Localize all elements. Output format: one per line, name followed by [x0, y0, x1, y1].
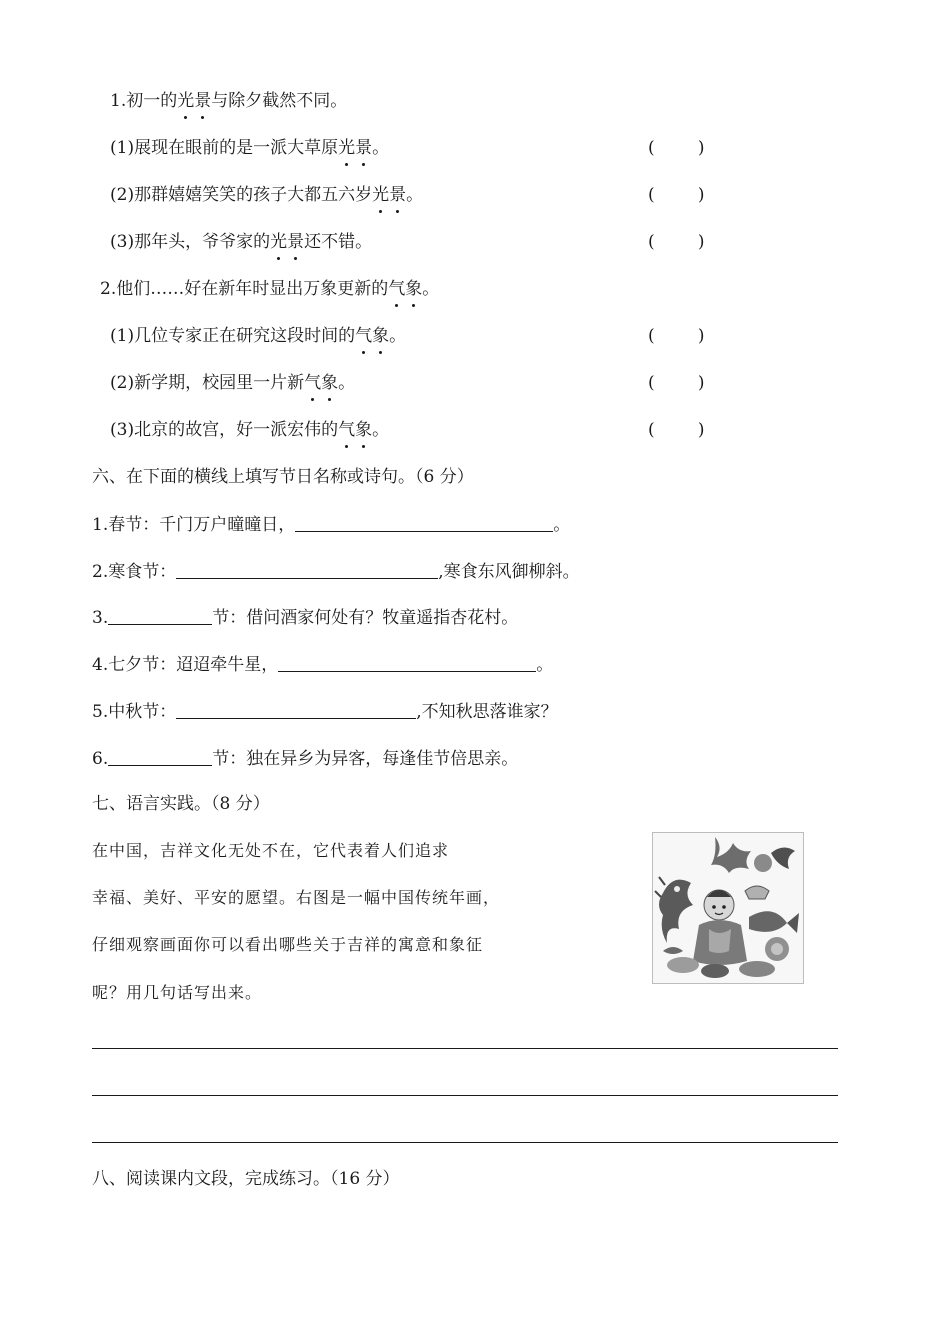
key-char: 象	[321, 373, 339, 393]
answer-paren[interactable]: ( )	[648, 420, 705, 440]
fill-item-5: 5.中秋节： ,不知秋思落谁家？	[92, 702, 558, 722]
fill-item-2: 2.寒食节： ,寒食东风御柳斜。	[92, 562, 580, 582]
key-char: 气	[304, 373, 322, 393]
q1-stem: 1.初一的光景与除夕截然不同。	[110, 91, 348, 111]
answer-line-2[interactable]	[92, 1095, 838, 1096]
section-6-heading: 六、在下面的横线上填写节日名称或诗句。（6 分）	[92, 467, 474, 487]
key-char: 象	[355, 420, 373, 440]
new-year-painting-icon	[652, 832, 804, 984]
key-char: 气	[355, 326, 373, 346]
q2-stem-key-char-2: 象	[405, 279, 423, 299]
q2-stem: 2.他们……好在新年时显出万象更新的气象。	[100, 279, 440, 299]
answer-blank[interactable]	[176, 560, 438, 579]
key-char: 象	[372, 326, 390, 346]
q2-item-2: (2)新学期，校园里一片新气象。	[110, 373, 356, 393]
key-char: 光	[270, 232, 288, 252]
section-7-heading: 七、语言实践。（8 分）	[92, 794, 270, 814]
section-8-heading: 八、阅读课内文段，完成练习。（16 分）	[92, 1169, 400, 1189]
fill-item-1: 1.春节：千门万户曈曈日， 。	[92, 515, 571, 535]
answer-paren[interactable]: ( )	[648, 232, 705, 252]
prompt-line-2: 幸福、美好、平安的愿望。右图是一幅中国传统年画，	[92, 888, 501, 907]
q1-item-1: (1)展现在眼前的是一派大草原光景。	[110, 138, 390, 158]
q2-item-3: (3)北京的故宫，好一派宏伟的气象。	[110, 420, 390, 440]
key-char: 景	[287, 232, 305, 252]
answer-paren[interactable]: ( )	[648, 138, 705, 158]
answer-blank[interactable]	[108, 606, 212, 625]
key-char: 光	[372, 185, 390, 205]
q1-item-3: (3)那年头，爷爷家的光景还不错。	[110, 232, 373, 252]
answer-blank[interactable]	[278, 653, 536, 672]
answer-blank[interactable]	[176, 700, 416, 719]
answer-line-1[interactable]	[92, 1048, 838, 1049]
answer-line-3[interactable]	[92, 1142, 838, 1143]
q1-stem-key-char-1: 光	[177, 91, 195, 111]
key-char: 景	[389, 185, 407, 205]
key-char: 景	[355, 138, 373, 158]
answer-paren[interactable]: ( )	[648, 185, 705, 205]
prompt-line-3: 仔细观察画面你可以看出哪些关于吉祥的寓意和象征	[92, 935, 484, 954]
answer-blank[interactable]	[108, 747, 212, 766]
answer-blank[interactable]	[295, 513, 553, 532]
new-year-painting-illustration	[653, 833, 803, 983]
q2-stem-key-char-1: 气	[388, 279, 406, 299]
q1-item-2: (2)那群嬉嬉笑笑的孩子大都五六岁光景。	[110, 185, 424, 205]
answer-paren[interactable]: ( )	[648, 373, 705, 393]
fill-item-6: 6. 节：独在异乡为异客，每逢佳节倍思亲。	[92, 749, 519, 769]
key-char: 光	[338, 138, 356, 158]
fill-item-4: 4.七夕节：迢迢牵牛星， 。	[92, 655, 554, 675]
prompt-line-4: 呢？用几句话写出来。	[92, 983, 263, 1002]
q1-stem-key-char-2: 景	[194, 91, 212, 111]
prompt-line-1: 在中国，吉祥文化无处不在，它代表着人们追求	[92, 841, 450, 860]
answer-paren[interactable]: ( )	[648, 326, 705, 346]
fill-item-3: 3. 节：借问酒家何处有？牧童遥指杏花村。	[92, 608, 519, 628]
q2-item-1: (1)几位专家正在研究这段时间的气象。	[110, 326, 407, 346]
key-char: 气	[338, 420, 356, 440]
